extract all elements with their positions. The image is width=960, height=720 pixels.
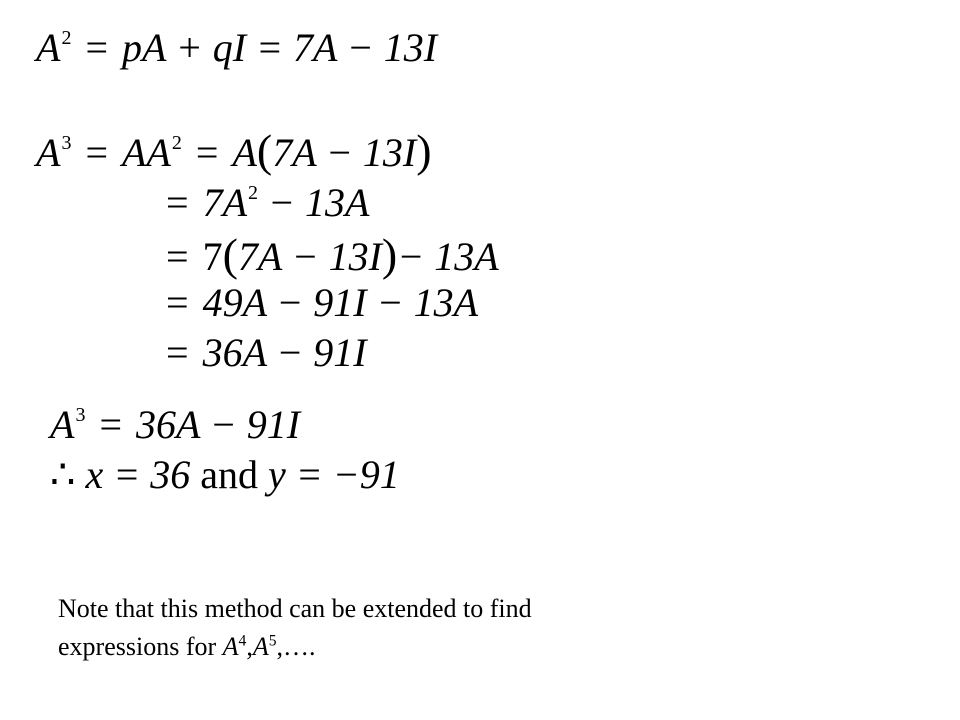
equals-sign: =: [99, 402, 122, 447]
equation-a-squared: [36, 25, 438, 70]
eq5-text: 49A − 91I − 13A: [202, 280, 479, 325]
note-text: [58, 590, 532, 665]
eq4-lead: 7: [202, 234, 223, 279]
equation-step-2: [162, 229, 499, 280]
eq8-y-part: y = −91: [267, 452, 400, 497]
open-paren: (: [256, 125, 273, 176]
equation-step-3: [162, 280, 479, 325]
eq3-tail: − 13A: [268, 180, 370, 225]
close-paren: ): [416, 125, 432, 176]
close-paren: ): [381, 229, 398, 280]
eq2-rhs-prefix: A: [232, 130, 257, 175]
eq4-tail: − 13A: [397, 234, 499, 279]
note-comma: ,: [246, 631, 253, 661]
note-a5-base: A: [252, 631, 269, 661]
eq2-mid-exponent: 2: [171, 132, 182, 154]
note-a4-exponent: 4: [238, 632, 247, 650]
equation-conclusion: [50, 452, 400, 497]
eq8-and: and: [200, 452, 258, 497]
equals-sign: =: [85, 130, 108, 175]
eq2-lhs-base: A: [36, 130, 61, 175]
equation-a-cubed-expansion: [36, 125, 432, 176]
note-line-2-prefix: expressions for: [58, 631, 223, 661]
eq1-lhs-exponent: 2: [61, 27, 72, 49]
eq2-mid-base: AA: [122, 130, 171, 175]
eq1-lhs-base: A: [36, 25, 61, 70]
note-line-1: Note that this method can be extended to find: [58, 594, 532, 623]
eq2-lhs-exponent: 3: [61, 132, 72, 154]
eq8-x-part: x = 36: [85, 452, 191, 497]
eq1-rhs: pA + qI = 7A − 13I: [122, 25, 438, 70]
eq7-lhs-exponent: 3: [75, 404, 86, 426]
eq6-text: 36A − 91I: [202, 330, 367, 375]
equals-sign: =: [166, 330, 189, 375]
eq3-lead: 7A: [202, 180, 247, 225]
note-a5-exponent: 5: [268, 632, 277, 650]
equals-sign: =: [166, 180, 189, 225]
eq7-rhs: 36A − 91I: [136, 402, 301, 447]
eq2-rhs-inner: 7A − 13I: [272, 130, 417, 175]
equals-sign: =: [85, 25, 108, 70]
eq3-exponent: 2: [248, 182, 258, 204]
eq7-lhs-base: A: [50, 402, 75, 447]
eq4-inner: 7A − 13I: [237, 234, 382, 279]
equation-step-4: [162, 330, 367, 375]
equals-sign: =: [195, 130, 219, 175]
equation-result: [50, 402, 301, 447]
equation-step-1: [162, 180, 370, 225]
note-a4-base: A: [222, 631, 239, 661]
note-line-2: [58, 628, 532, 666]
equals-sign: =: [166, 280, 189, 325]
therefore-symbol: ∴: [50, 452, 76, 497]
note-ellipsis: ,….: [276, 631, 316, 661]
open-paren: (: [222, 229, 238, 280]
equals-sign: =: [166, 234, 189, 279]
